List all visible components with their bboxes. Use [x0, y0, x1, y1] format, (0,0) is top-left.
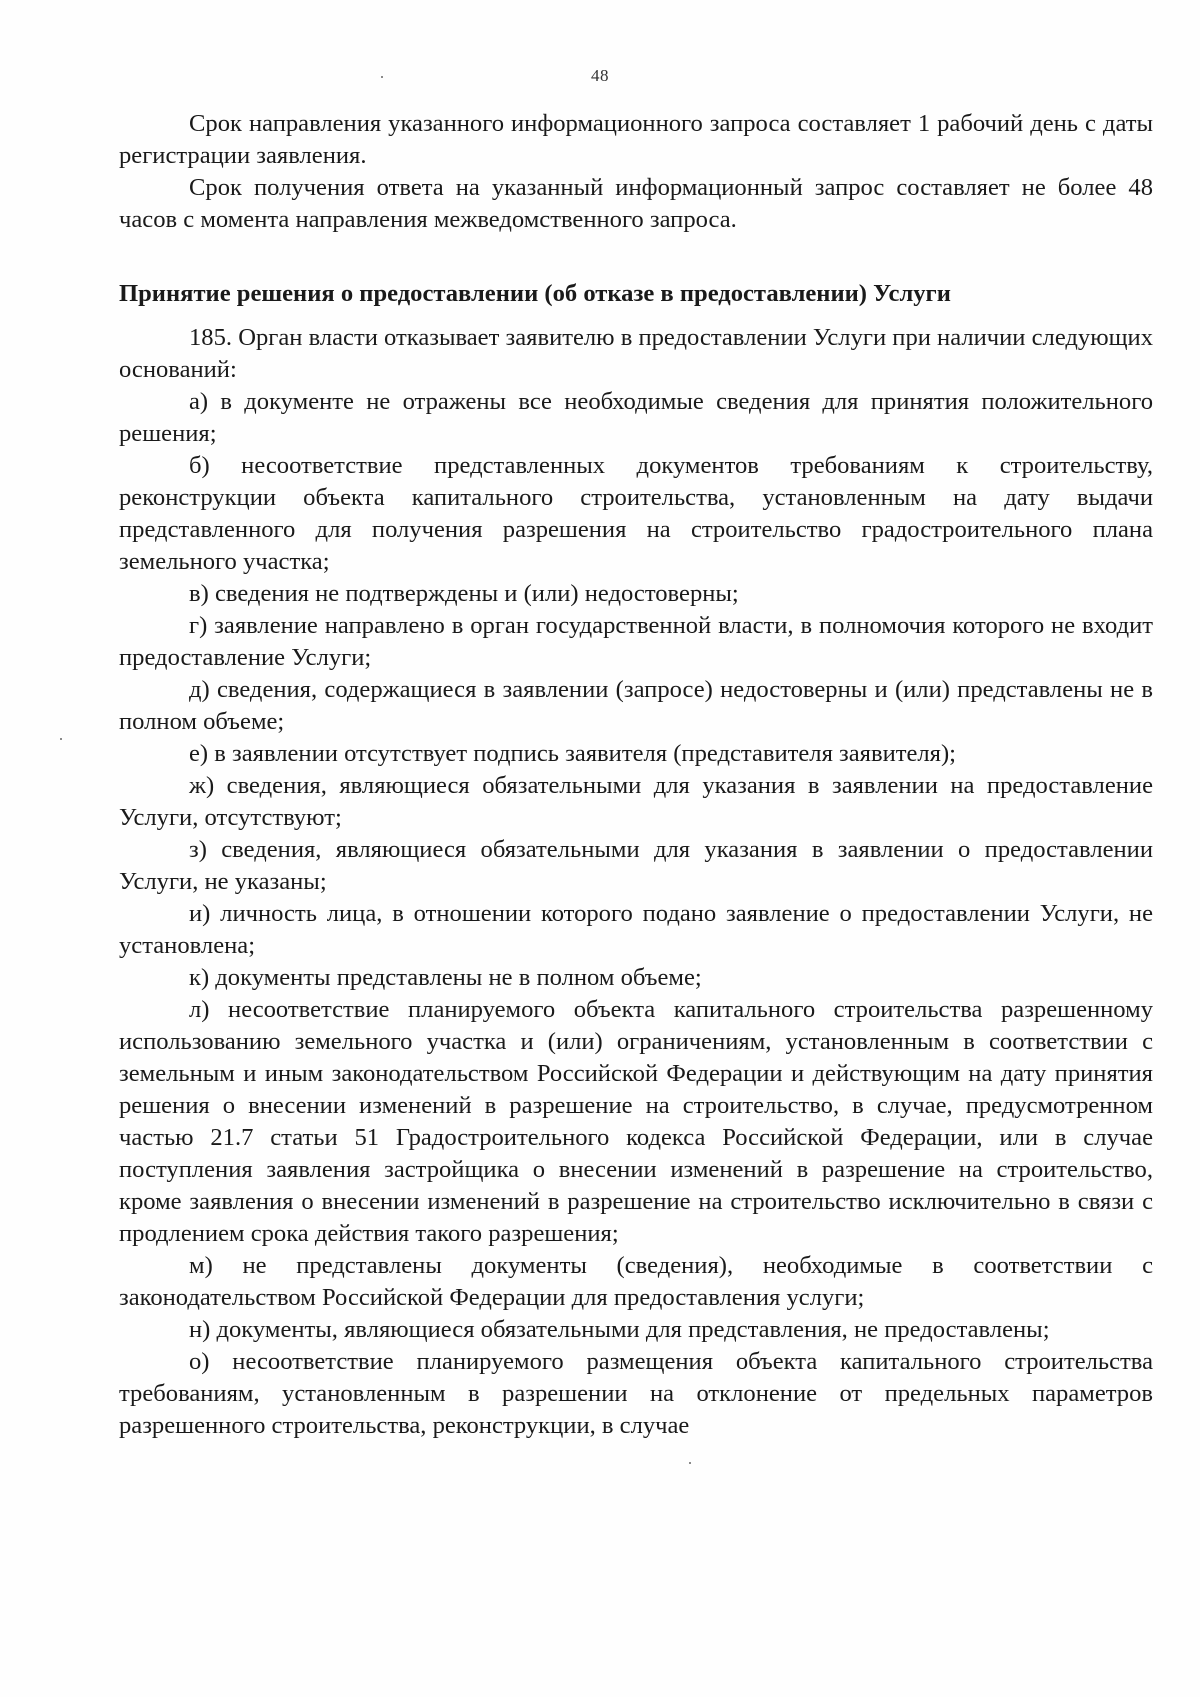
ground-item-a: а) в документе не отражены все необходимые сведения для принятия положительного решения; — [119, 388, 1153, 447]
intro-paragraph-response-deadline: Срок получения ответа на указанный информационный запрос составляет не более 48 часов с момента направления межведомственного запроса. — [119, 174, 1153, 233]
scan-speck — [689, 1462, 691, 1464]
ground-item-m: м) не представлены документы (сведения), необходимые в соответствии с законодательством Российской Федерации для предоставления услуги; — [119, 1252, 1153, 1311]
scan-speck — [60, 738, 62, 740]
ground-item-z: з) сведения, являющиеся обязательными для указания в заявлении о предоставлении Услуги, не указаны; — [119, 836, 1153, 895]
ground-item-o: о) несоответствие планируемого размещения объекта капитального строительства требованиям, установленным в разрешении на отклонение от предельных параметров разрешенного строительства, реконструкции, в случае — [119, 1348, 1153, 1439]
ground-item-l: л) несоответствие планируемого объекта капитального строительства разрешенному использованию земельного участка и (или) ограничениям, установленным в соответствии с земельным и иным законодательством Российской Федерации и действующим на дату принятия решения о внесении изменений в разрешение на строительство, в случае, предусмотренном частью 21.7 статьи 51 Градостроительного кодекса Российской Федерации, или в случае поступления заявления застройщика о внесении изменений в разрешение на строительство, кроме заявления о внесении изменений в разрешение на строительство исключительно в связи с продлением срока действия такого разрешения; — [119, 996, 1153, 1247]
section-heading: Принятие решения о предоставлении (об отказе в предоставлении) Услуги — [119, 280, 951, 307]
document-body — [119, 108, 1153, 1442]
ground-item-g: г) заявление направлено в орган государственной власти, в полномочия которого не входит предоставление Услуги; — [119, 612, 1153, 671]
intro-paragraph-request-deadline: Срок направления указанного информационного запроса составляет 1 рабочий день с даты регистрации заявления. — [119, 110, 1153, 169]
ground-item-v: в) сведения не подтверждены и (или) недостоверны; — [189, 580, 739, 607]
ground-item-d: д) сведения, содержащиеся в заявлении (запросе) недостоверны и (или) представлены не в полном объеме; — [119, 676, 1153, 735]
ground-item-i: и) личность лица, в отношении которого подано заявление о предоставлении Услуги, не установлена; — [119, 900, 1153, 959]
ground-item-zh: ж) сведения, являющиеся обязательными для указания в заявлении на предоставление Услуги, отсутствуют; — [119, 772, 1153, 831]
ground-item-k: к) документы представлены не в полном объеме; — [189, 964, 702, 991]
page-number: 48 — [591, 66, 609, 85]
ground-item-b: б) несоответствие представленных документов требованиям к строительству, реконструкции объекта капитального строительства, установленным на дату выдачи представленного для получения разрешения на строительство градостроительного плана земельного участка; — [119, 452, 1153, 575]
ground-item-n: н) документы, являющиеся обязательными для представления, не предоставлены; — [189, 1316, 1050, 1343]
scan-speck — [381, 76, 383, 78]
ground-item-e: е) в заявлении отсутствует подпись заявителя (представителя заявителя); — [189, 740, 957, 767]
clause-185: 185. Орган власти отказывает заявителю в предоставлении Услуги при наличии следующих оснований: — [119, 324, 1153, 383]
